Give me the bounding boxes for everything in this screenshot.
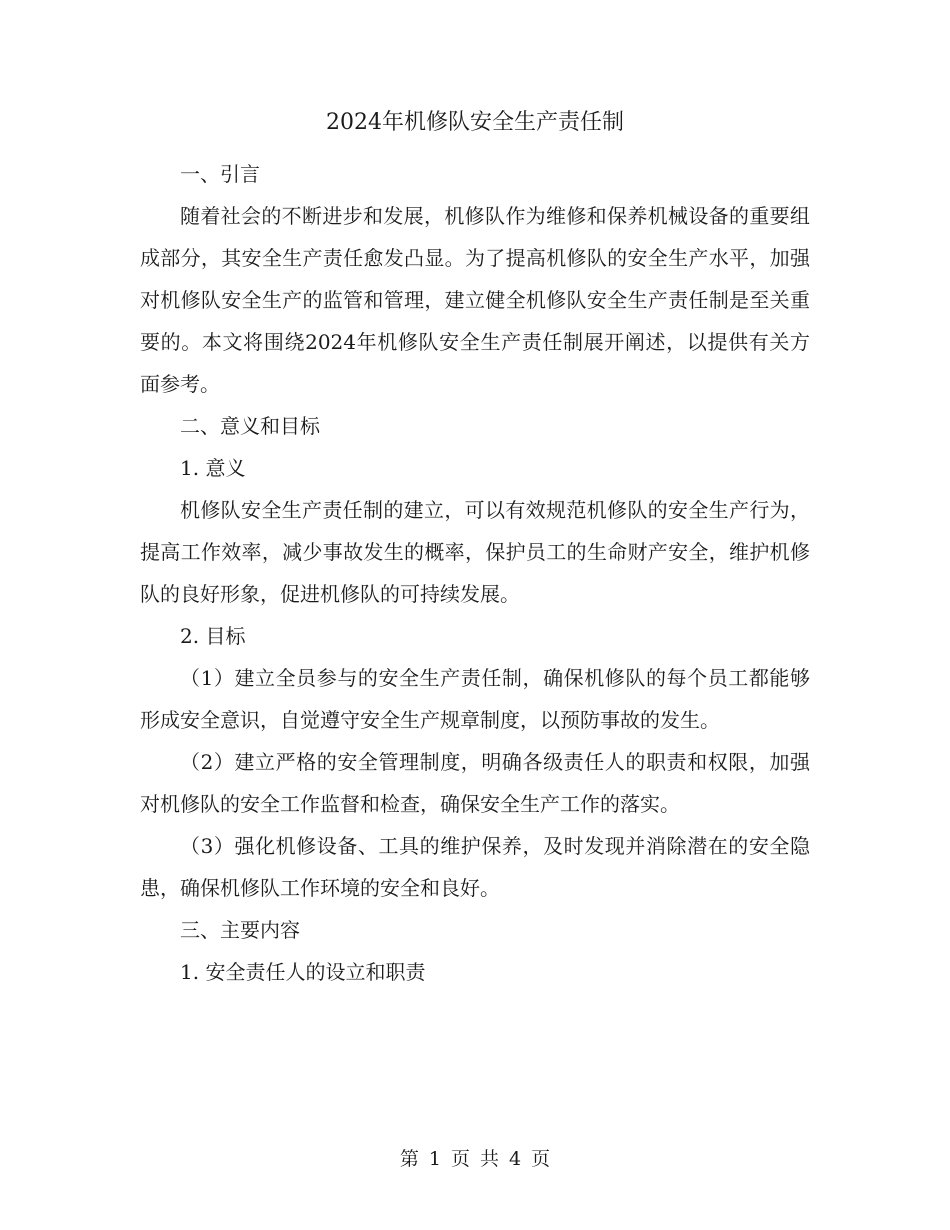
subheading-goals: 2. 目标 (180, 624, 246, 648)
goal-item-1: （1）建立全员参与的安全生产责任制，确保机修队的每个员工都能够形成安全意识，自觉遵守安全生产规章制度，以预防事故的发生。 (140, 666, 810, 732)
document-body (140, 153, 810, 993)
page-number-footer: 第 1 页 共 4 页 (399, 1148, 551, 1170)
paragraph-introduction: 随着社会的不断进步和发展，机修队作为维修和保养机械设备的重要组成部分，其安全生产责任愈发凸显。为了提高机修队的安全生产水平，加强对机修队安全生产的监管和管理，建立健全机修队安全生产责任制是至关重要的。本文将围绕2024年机修队安全生产责任制展开阐述，以提供有关方面参考。 (140, 204, 810, 396)
section-heading-introduction: 一、引言 (180, 162, 260, 186)
paragraph-significance: 机修队安全生产责任制的建立，可以有效规范机修队的安全生产行为，提高工作效率，减少事故发生的概率，保护员工的生命财产安全，维护机修队的良好形象，促进机修队的可持续发展。 (140, 498, 810, 606)
section-heading-significance-goals: 二、意义和目标 (180, 414, 320, 438)
document-title: 2024年机修队安全生产责任制 (326, 110, 624, 135)
goal-item-3: （3）强化机修设备、工具的维护保养，及时发现并消除潜在的安全隐患，确保机修队工作环境的安全和良好。 (140, 834, 810, 900)
section-heading-main-content: 三、主要内容 (180, 918, 300, 942)
subheading-safety-officer: 1. 安全责任人的设立和职责 (180, 960, 426, 984)
subheading-significance: 1. 意义 (180, 456, 246, 480)
goal-item-2: （2）建立严格的安全管理制度，明确各级责任人的职责和权限，加强对机修队的安全工作监督和检查，确保安全生产工作的落实。 (140, 750, 810, 816)
